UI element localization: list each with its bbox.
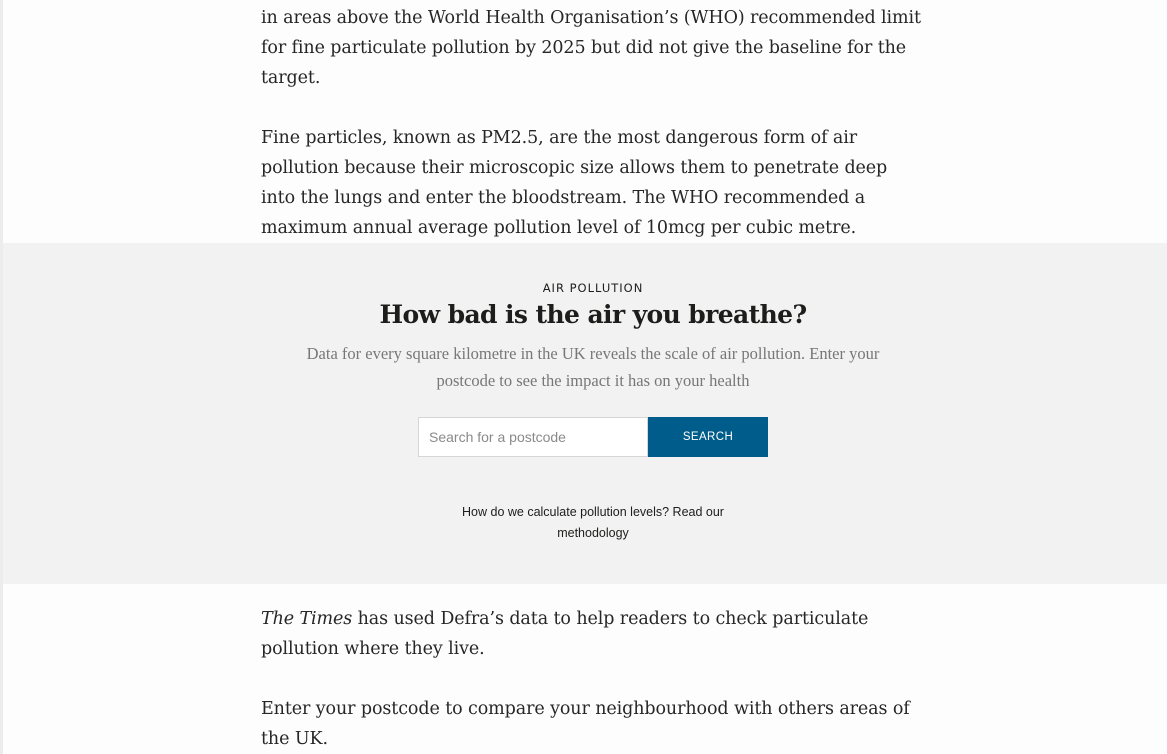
widget-standfirst: Data for every square kilometre in the UK reveals the scale of air pollution. Enter your postcode to see the impact it has on your health — [306, 344, 880, 390]
publication-name: The Times — [261, 609, 353, 629]
article-paragraph — [261, 604, 921, 664]
article-paragraph-text: has used Defra’s data to help readers to check particulate pollution where they live. — [261, 609, 869, 659]
methodology-text: How do we calculate pollution levels? Read our — [462, 505, 724, 519]
article-paragraph: Fine particles, known as PM2.5, are the most dangerous form of air pollution because their microscopic size allows them to penetrate deep into the lungs and enter the bloodstream. The WHO recommended a maximum annual average pollution level of 10mcg per cubic metre. — [261, 128, 888, 238]
article-body-bottom — [261, 604, 921, 754]
search-button[interactable]: SEARCH — [648, 417, 768, 457]
methodology-note — [443, 502, 743, 544]
article-paragraph: in areas above the World Health Organisation’s (WHO) recommended limit for fine particulate pollution by 2025 but did not give the baseline for the target. — [261, 8, 921, 88]
air-pollution-widget — [3, 243, 1167, 584]
article-body-top — [261, 3, 921, 243]
widget-kicker: AIR POLLUTION — [542, 281, 644, 295]
methodology-link[interactable]: methodology — [557, 526, 629, 540]
widget-headline: How bad is the air you breathe? — [379, 300, 807, 329]
article-paragraph: Enter your postcode to compare your neighbourhood with others areas of the UK. — [261, 699, 910, 749]
postcode-search-input[interactable] — [418, 417, 648, 457]
